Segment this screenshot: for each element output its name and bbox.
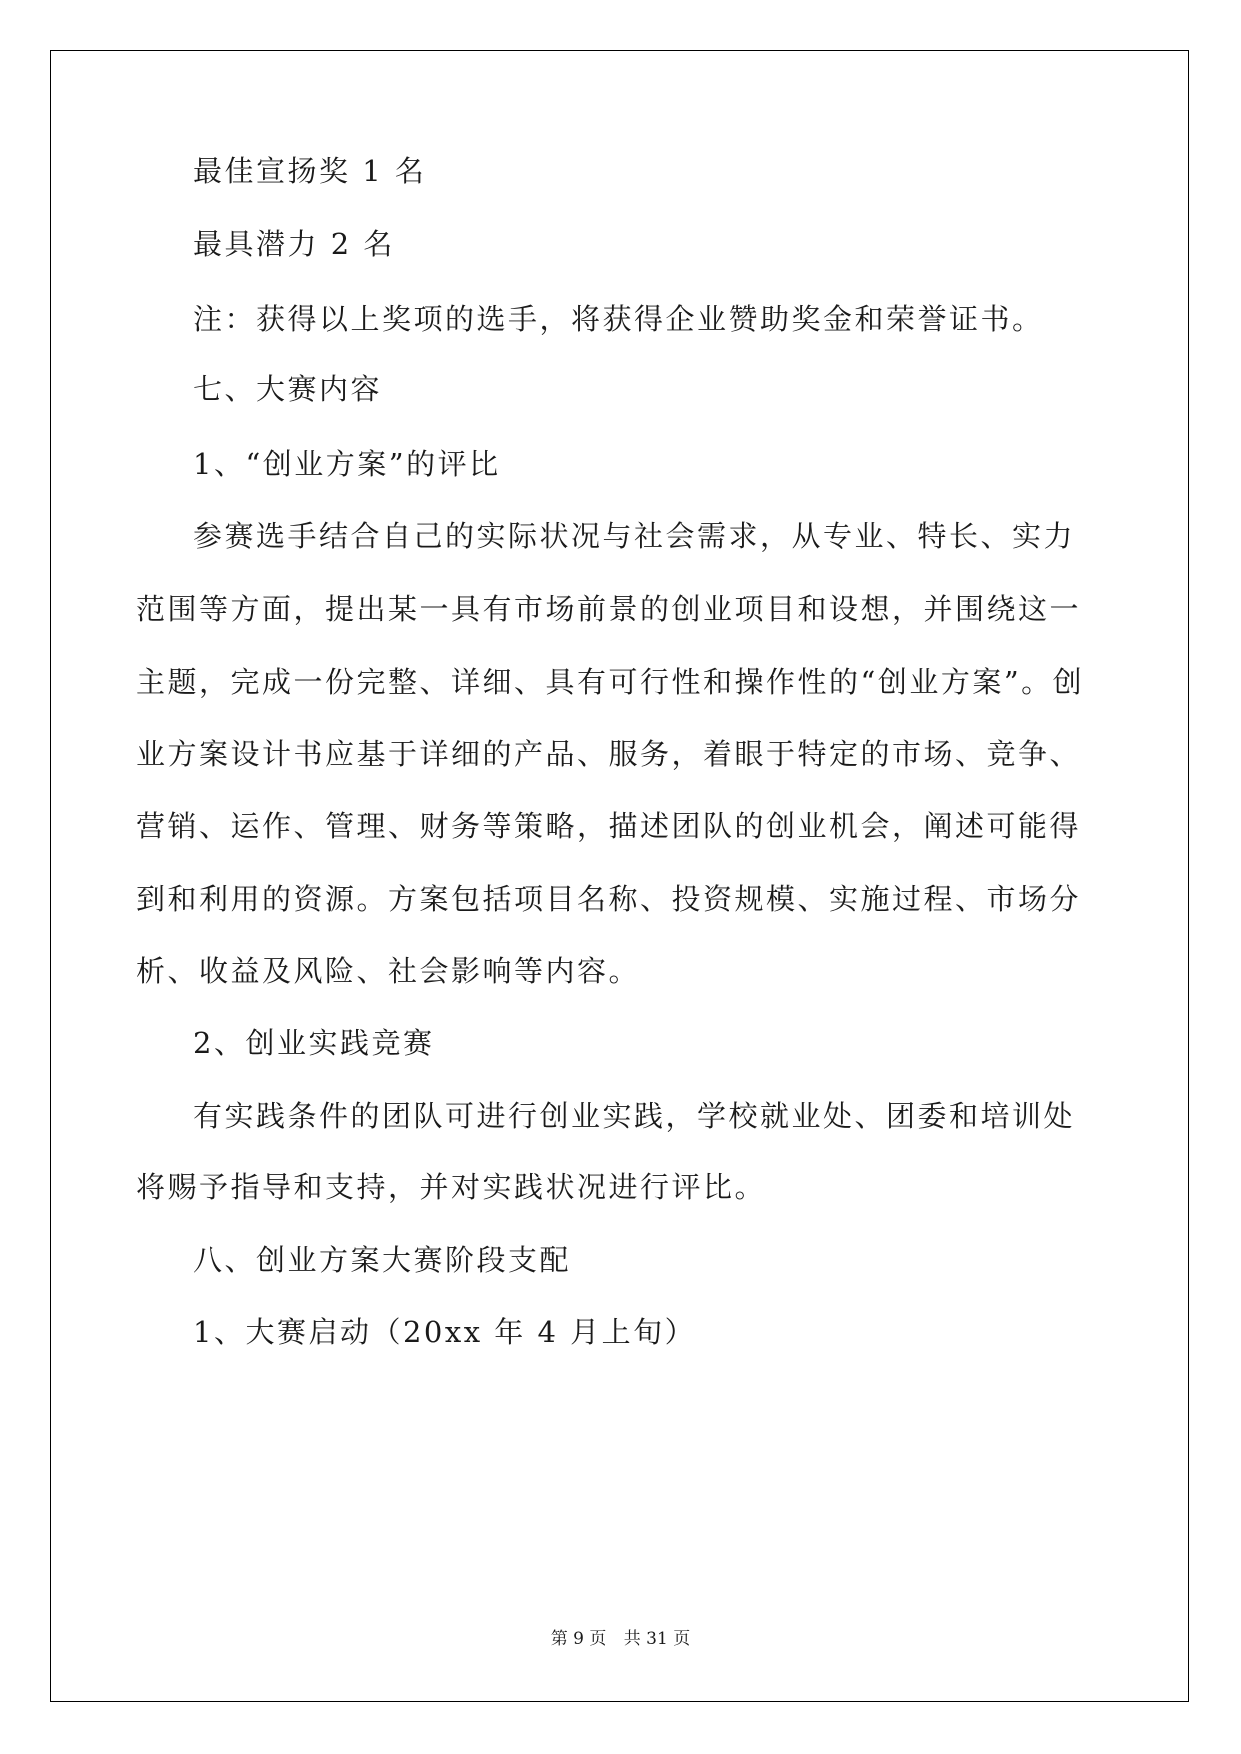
paragraph-line: 有实践条件的团队可进行创业实践，学校就业处、团委和培训处	[193, 1099, 1076, 1133]
award-line-best-promotion: 最佳宣扬奖 1 名	[193, 154, 427, 188]
paragraph-line: 营销、运作、管理、财务等策略，描述团队的创业机会，阐述可能得	[136, 809, 1082, 843]
subsection-heading-1-start: 1、大赛启动（20xx 年 4 月上旬）	[193, 1315, 697, 1349]
page-total: 共 31 页	[623, 1629, 691, 1649]
award-note: 注：获得以上奖项的选手，将获得企业赞助奖金和荣誉证书。	[193, 302, 1044, 336]
paragraph-line: 将赐予指导和支持，并对实践状况进行评比。	[136, 1170, 767, 1204]
paragraph-line: 范围等方面，提出某一具有市场前景的创业项目和设想，并围绕这一	[136, 592, 1082, 626]
paragraph-line: 业方案设计书应基于详细的产品、服务，着眼于特定的市场、竞争、	[136, 737, 1082, 771]
page-border	[50, 50, 1189, 1702]
subsection-heading-1: 1、“创业方案”的评比	[193, 447, 501, 481]
paragraph-line: 析、收益及风险、社会影响等内容。	[136, 954, 641, 988]
section-heading-7: 七、大赛内容	[193, 372, 383, 406]
award-line-most-potential: 最具潜力 2 名	[193, 227, 395, 261]
page-number: 第 9 页	[550, 1629, 607, 1649]
section-heading-8: 八、创业方案大赛阶段支配	[193, 1243, 572, 1277]
paragraph-line: 主题，完成一份完整、详细、具有可行性和操作性的“创业方案”。创	[136, 665, 1085, 699]
page-footer	[0, 1628, 1241, 1650]
paragraph-line: 到和利用的资源。方案包括项目名称、投资规模、实施过程、市场分	[136, 882, 1082, 916]
paragraph-line: 参赛选手结合自己的实际状况与社会需求，从专业、特长、实力	[193, 519, 1076, 553]
subsection-heading-2: 2、创业实践竞赛	[193, 1026, 435, 1060]
